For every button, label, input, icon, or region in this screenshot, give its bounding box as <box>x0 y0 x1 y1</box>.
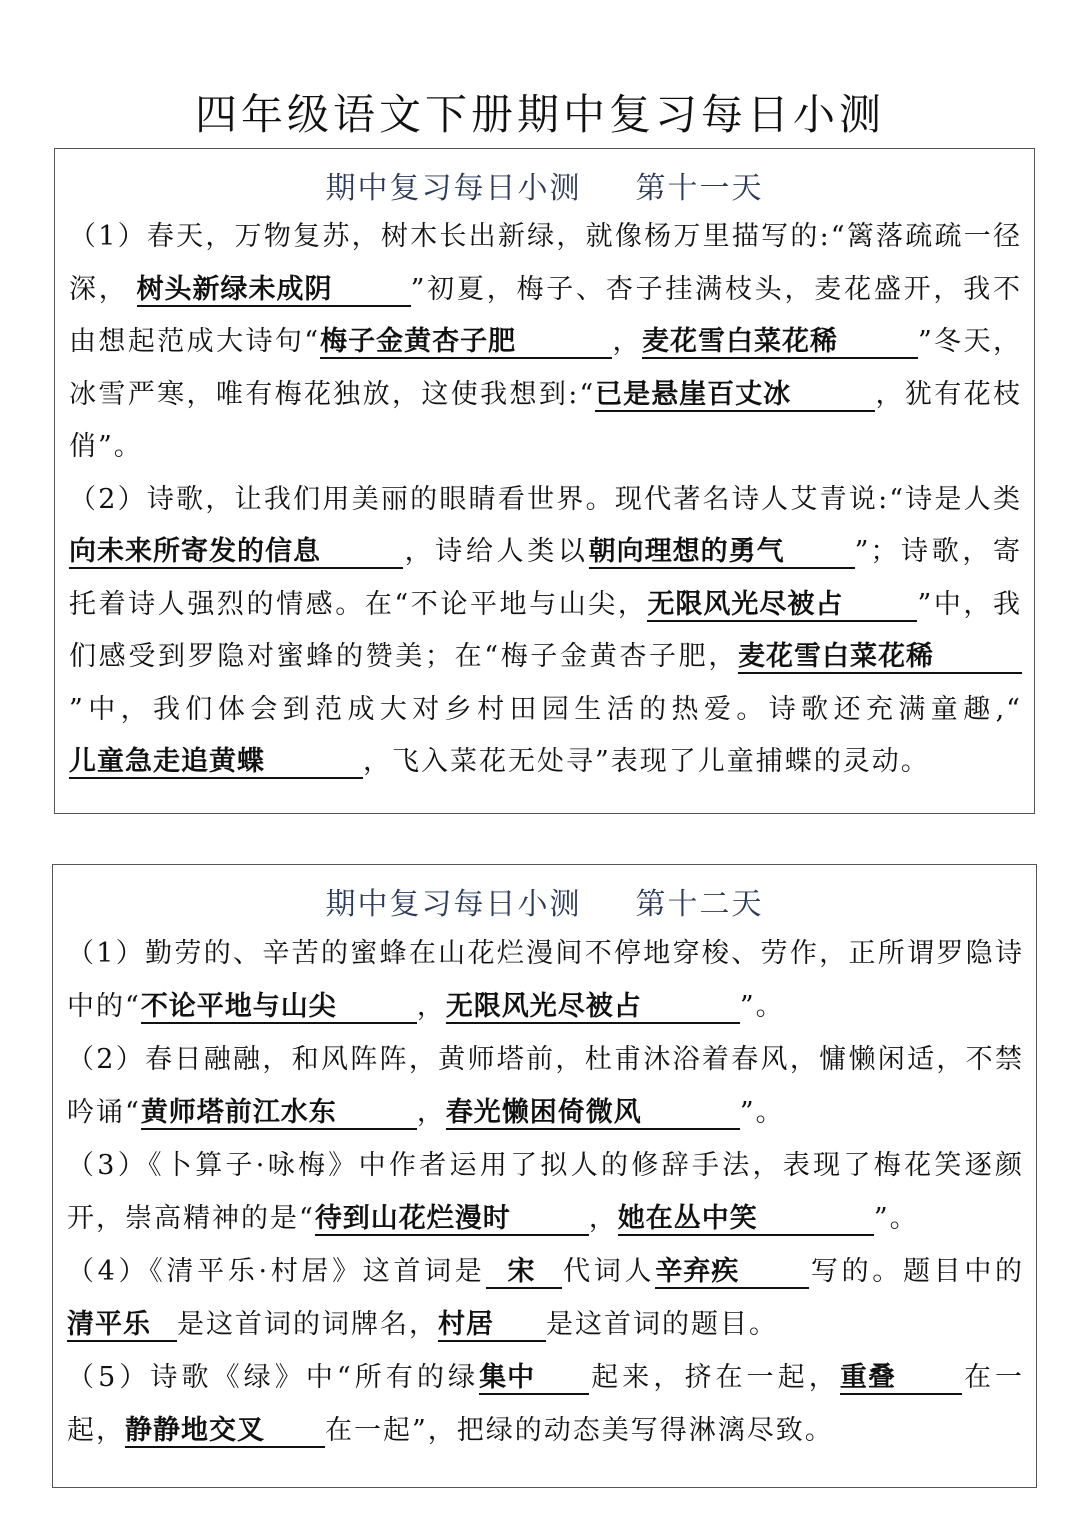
q-text: ”中，我们感受到罗隐对蜜蜂的赞美；在“梅子金黄杏子肥， <box>69 588 1022 672</box>
answer-blank: 无限风光尽被占 <box>647 590 917 622</box>
answer-blank: 儿童急走追黄蝶 <box>69 747 363 779</box>
day12-question-3 <box>53 1139 1036 1245</box>
q-text: 代词人 <box>561 1256 656 1287</box>
q-text: ，诗给人类以 <box>403 536 589 567</box>
q-text: ”初夏，梅子、杏子挂满枝头，麦花盛开，我不由想起范成大诗句“ <box>69 273 1022 357</box>
day12-header <box>53 879 1036 923</box>
answer-blank: 她在丛中笑 <box>618 1204 874 1236</box>
day12-question-2 <box>53 1033 1036 1139</box>
answer-blank: 黄师塔前江水东 <box>141 1098 417 1130</box>
q-text: ”冬天，冰雪严寒，唯有梅花独放，这使我想到:“ <box>69 326 1022 410</box>
answer-blank: 朝向理想的勇气 <box>589 537 855 569</box>
q-text: 是这首词的题目。 <box>546 1309 778 1340</box>
answer-blank: 清平乐 <box>67 1310 177 1342</box>
answer-blank: 宋 <box>486 1257 562 1289</box>
answer-blank: 梅子金黄杏子肥 <box>320 327 612 359</box>
day11-box <box>54 148 1035 814</box>
answer-blank: 待到山花烂漫时 <box>315 1204 589 1236</box>
day11-question-1 <box>55 211 1034 474</box>
day12-question-4 <box>53 1245 1036 1351</box>
day11-header <box>55 163 1034 207</box>
day12-title: 期中复习每日小测 <box>325 887 582 922</box>
answer-blank: 不论平地与山尖 <box>141 992 417 1024</box>
q-text: ”。 <box>739 1097 785 1128</box>
q-text: （1）春天，万物复苏，树木长出新绿，就像杨万里描写的:“篱落疏疏一径深， <box>69 221 1022 305</box>
q-text: ， <box>612 326 642 357</box>
q-text: 在一起， <box>67 1362 1025 1446</box>
day11-question-2 <box>55 474 1034 789</box>
answer-blank: 麦花雪白菜花稀 <box>642 327 918 359</box>
q-text: （2）春日融融，和风阵阵，黄师塔前，杜甫沐浴着春风，慵懒闲适，不禁吟诵“ <box>67 1044 1024 1128</box>
day12-day-label: 第十二天 <box>635 887 764 922</box>
q-text: （4）《清平乐·村居》这首词是 <box>67 1256 486 1287</box>
answer-blank: 春光懒困倚微风 <box>446 1098 740 1130</box>
answer-blank: 集中 <box>479 1363 589 1395</box>
answer-blank: 向未来所寄发的信息 <box>69 537 403 569</box>
day11-title: 期中复习每日小测 <box>325 171 582 206</box>
q-text: ， <box>588 1203 618 1234</box>
q-text: 写的。题目中的 <box>809 1256 1025 1287</box>
q-text: ”；诗歌，寄托着诗人强烈的情感。在“不论平地与山尖， <box>69 536 1022 620</box>
q-text: （2）诗歌，让我们用美丽的眼睛看世界。现代著名诗人艾青说:“诗是人类 <box>69 483 1022 515</box>
q-text: 起来，挤在一起， <box>589 1362 840 1393</box>
day11-day-label: 第十一天 <box>635 171 764 206</box>
q-text: 在一起”，把绿的动态美写得淋漓尽致。 <box>325 1415 834 1446</box>
answer-blank: 树头新绿未成阴 <box>137 275 411 307</box>
q-text: ，飞入菜花无处寻”表现了儿童捕蝶的灵动。 <box>363 746 930 777</box>
answer-blank: 已是悬崖百丈冰 <box>595 380 875 412</box>
day12-question-5 <box>53 1351 1036 1457</box>
q-text: ”中，我们体会到范成大对乡村田园生活的热爱。诗歌还充满童趣,“ <box>69 693 1022 725</box>
answer-blank: 麦花雪白菜花稀 <box>738 642 1022 674</box>
day12-box <box>52 864 1037 1488</box>
day12-question-1 <box>53 927 1036 1033</box>
answer-blank: 静静地交叉 <box>125 1416 325 1448</box>
answer-blank: 重叠 <box>840 1363 962 1395</box>
q-text: ”。 <box>873 1203 919 1234</box>
answer-blank: 村居 <box>438 1310 546 1342</box>
q-text: ， <box>416 991 446 1022</box>
answer-blank: 辛弃疾 <box>655 1257 809 1289</box>
q-text: （3）《卜算子·咏梅》中作者运用了拟人的修辞手法，表现了梅花笑逐颜开，崇高精神的是“ <box>67 1150 1024 1234</box>
q-text: ”。 <box>739 991 785 1022</box>
answer-blank: 无限风光尽被占 <box>446 992 740 1024</box>
q-text: ，犹有花枝俏”。 <box>69 378 1022 462</box>
q-text: （5）诗歌《绿》中“所有的绿 <box>67 1362 480 1393</box>
q-text: （1）勤劳的、辛苦的蜜蜂在山花烂漫间不停地穿梭、劳作，正所谓罗隐诗中的“ <box>67 938 1024 1022</box>
q-text: 是这首词的词牌名， <box>177 1309 438 1340</box>
q-text: ， <box>416 1097 446 1128</box>
page-title: 四年级语文下册期中复习每日小测 <box>194 90 885 139</box>
